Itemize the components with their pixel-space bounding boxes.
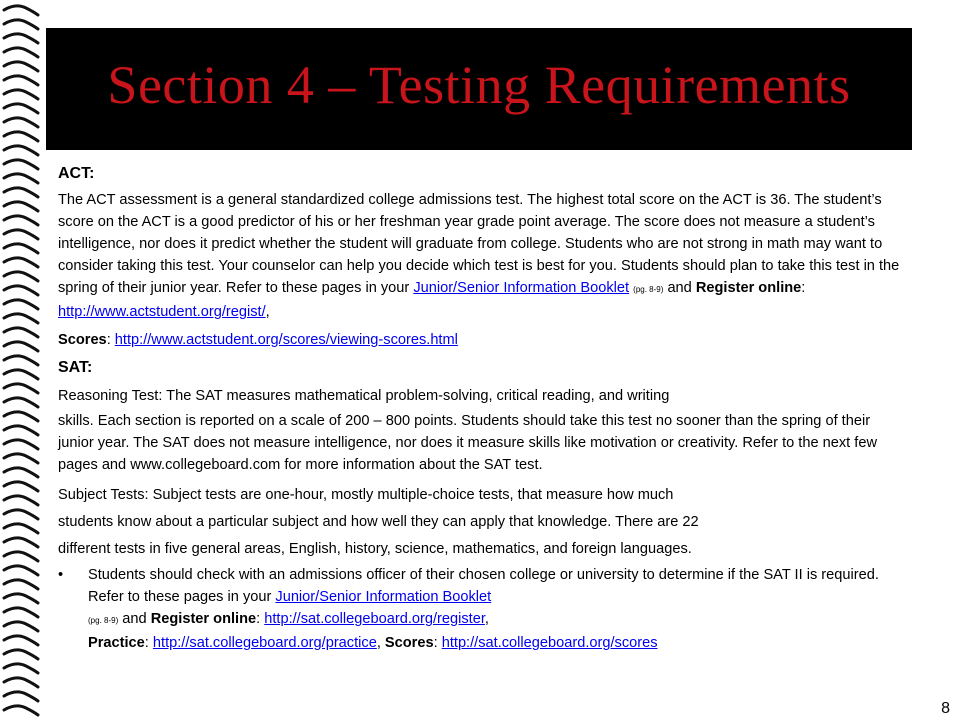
act-heading: ACT: <box>58 165 95 182</box>
spiral-coil <box>4 468 38 477</box>
sat-bullet-body: Students should check with an admissions officer of their chosen college or university to determine if the SAT II is required. Refer to these pages in your <box>88 567 879 605</box>
spiral-coil <box>4 244 38 253</box>
spiral-coil <box>4 356 38 365</box>
spiral-coil <box>4 440 38 449</box>
spiral-coil <box>4 272 38 281</box>
spiral-coil <box>4 118 38 127</box>
spiral-coil <box>4 216 38 225</box>
spiral-coil <box>4 300 38 309</box>
spiral-coil <box>4 20 38 29</box>
page-title: Section 4 – Testing Requirements <box>107 55 851 115</box>
spiral-coil <box>4 608 38 617</box>
spiral-coil <box>4 258 38 267</box>
bullet-marker: • <box>58 567 64 583</box>
spiral-coil <box>4 664 38 673</box>
sat-booklet-link[interactable]: Junior/Senior Information Booklet <box>275 589 492 605</box>
spiral-coil <box>4 342 38 351</box>
spiral-coil <box>4 146 38 155</box>
sat-and-text: and <box>118 611 151 627</box>
act-pages-note: (pg. 8-9) <box>633 285 664 294</box>
sat-bullet-item <box>58 564 908 654</box>
spiral-coil <box>4 132 38 141</box>
sat-register-label: Register online <box>150 611 257 627</box>
spiral-coil <box>4 104 38 113</box>
spiral-coil <box>4 454 38 463</box>
spiral-coil <box>4 188 38 197</box>
sat-scores-link[interactable]: http://sat.collegeboard.org/scores <box>441 635 658 651</box>
spiral-coil <box>4 314 38 323</box>
act-paragraph: The ACT assessment is a general standardized college admissions test. The highest total score on the ACT is 36. The student’s score on the ACT is a good predictor of his or her freshman year grade point average. The score does not measure a student’s intelligence, nor does it predict whether the student will graduate from college. Students who are not strong in math may want to consider taking this test. Your counselor can help you decide which test is best for you. Students should plan to take this test in the spring of their junior year. Refer to these pages in your Junior/Senior Information Booklet (pg. 8-9) and Register online: http://www.actstudent.org/regist/, <box>58 192 900 320</box>
sat-heading: SAT: <box>58 359 93 376</box>
spiral-coil <box>4 678 38 687</box>
spiral-coil <box>4 34 38 43</box>
spiral-coil <box>4 538 38 547</box>
sat-practice-label: Practice <box>88 635 145 651</box>
title-banner <box>46 28 912 150</box>
sat-subject-line3: different tests in five general areas, English, history, science, mathematics, and foreign languages. <box>58 541 692 557</box>
act-scores-link[interactable]: http://www.actstudent.org/scores/viewing-scores.html <box>114 332 458 348</box>
spiral-coil <box>4 62 38 71</box>
sat-scores-label: Scores <box>384 635 434 651</box>
spiral-coil <box>4 692 38 701</box>
spiral-coil <box>4 706 38 715</box>
spiral-coil <box>4 426 38 435</box>
sat-bullet-text: Students should check with an admissions officer of their chosen college or university to determine if the SAT II is required. Refer to these pages in your Junior/Senior Information Booklet (pg. 8-9) and Register online: http://sat.collegeboard.org/register, Practice: http://sat.collegeboard.org/practice, Scores: http://sat.collegeboard.org/scores <box>88 567 879 651</box>
spiral-coil <box>4 552 38 561</box>
content-area <box>58 163 908 654</box>
sat-reasoning-rest: skills. Each section is reported on a scale of 200 – 800 points. Students should take this test no sooner than the spring of their junior year. The SAT does not measure intelligence, nor does it measure skills like motivation or creativity. Refer to the next few pages and www.collegeboard.com for more information about the SAT test. <box>58 413 877 473</box>
spiral-coil <box>4 524 38 533</box>
sat-subject-line2: students know about a particular subject and how well they can apply that knowledge. There are 22 <box>58 514 699 530</box>
spiral-coil <box>4 370 38 379</box>
spiral-coil <box>4 286 38 295</box>
act-and-text: and <box>663 280 696 296</box>
spiral-coil <box>4 566 38 575</box>
sat-subject-line1: Subject Tests: Subject tests are one-hour, mostly multiple-choice tests, that measure how much <box>58 487 674 503</box>
spiral-coil <box>4 6 38 15</box>
page-number: 8 <box>941 700 950 717</box>
spiral-coil <box>4 328 38 337</box>
act-scores-label: Scores <box>58 332 107 348</box>
spiral-coil <box>4 636 38 645</box>
spiral-coil <box>4 510 38 519</box>
spiral-coil <box>4 482 38 491</box>
spiral-coil <box>4 230 38 239</box>
spiral-coil <box>4 384 38 393</box>
sat-register-link[interactable]: http://sat.collegeboard.org/register <box>264 611 485 627</box>
act-booklet-link[interactable]: Junior/Senior Information Booklet <box>413 280 630 296</box>
spiral-coil <box>4 580 38 589</box>
spiral-coil <box>4 90 38 99</box>
spiral-coil <box>4 650 38 659</box>
spiral-coil <box>4 174 38 183</box>
spiral-coil <box>4 160 38 169</box>
act-body: The ACT assessment is a general standardized college admissions test. The highest total score on the ACT is 36. The student’s score on the ACT is a good predictor of his or her freshman year grade point average. The score does not measure a student’s intelligence, nor does it predict whether the student will graduate from college. Students who are not strong in math may want to consider taking this test. Your counselor can help you decide which test is best for you. Students should plan to take this test in the spring of their junior year. Refer to these pages in your <box>58 192 900 296</box>
sat-practice-link[interactable]: http://sat.collegeboard.org/practice <box>152 635 377 651</box>
spiral-binding <box>0 0 44 720</box>
sat-pages-note: (pg. 8-9) <box>88 616 119 625</box>
spiral-coil <box>4 594 38 603</box>
spiral-coil <box>4 622 38 631</box>
act-register-link[interactable]: http://www.actstudent.org/regist/ <box>58 304 266 320</box>
spiral-coil <box>4 398 38 407</box>
act-scores-line: Scores: http://www.actstudent.org/scores/viewing-scores.html <box>58 332 458 348</box>
sat-reasoning-line1: Reasoning Test: The SAT measures mathematical problem-solving, critical reading, and writing <box>58 388 670 404</box>
spiral-coil <box>4 76 38 85</box>
spiral-coil <box>4 412 38 421</box>
act-register-label: Register online <box>695 280 802 296</box>
spiral-coil <box>4 48 38 57</box>
spiral-coil <box>4 202 38 211</box>
spiral-coil <box>4 496 38 505</box>
